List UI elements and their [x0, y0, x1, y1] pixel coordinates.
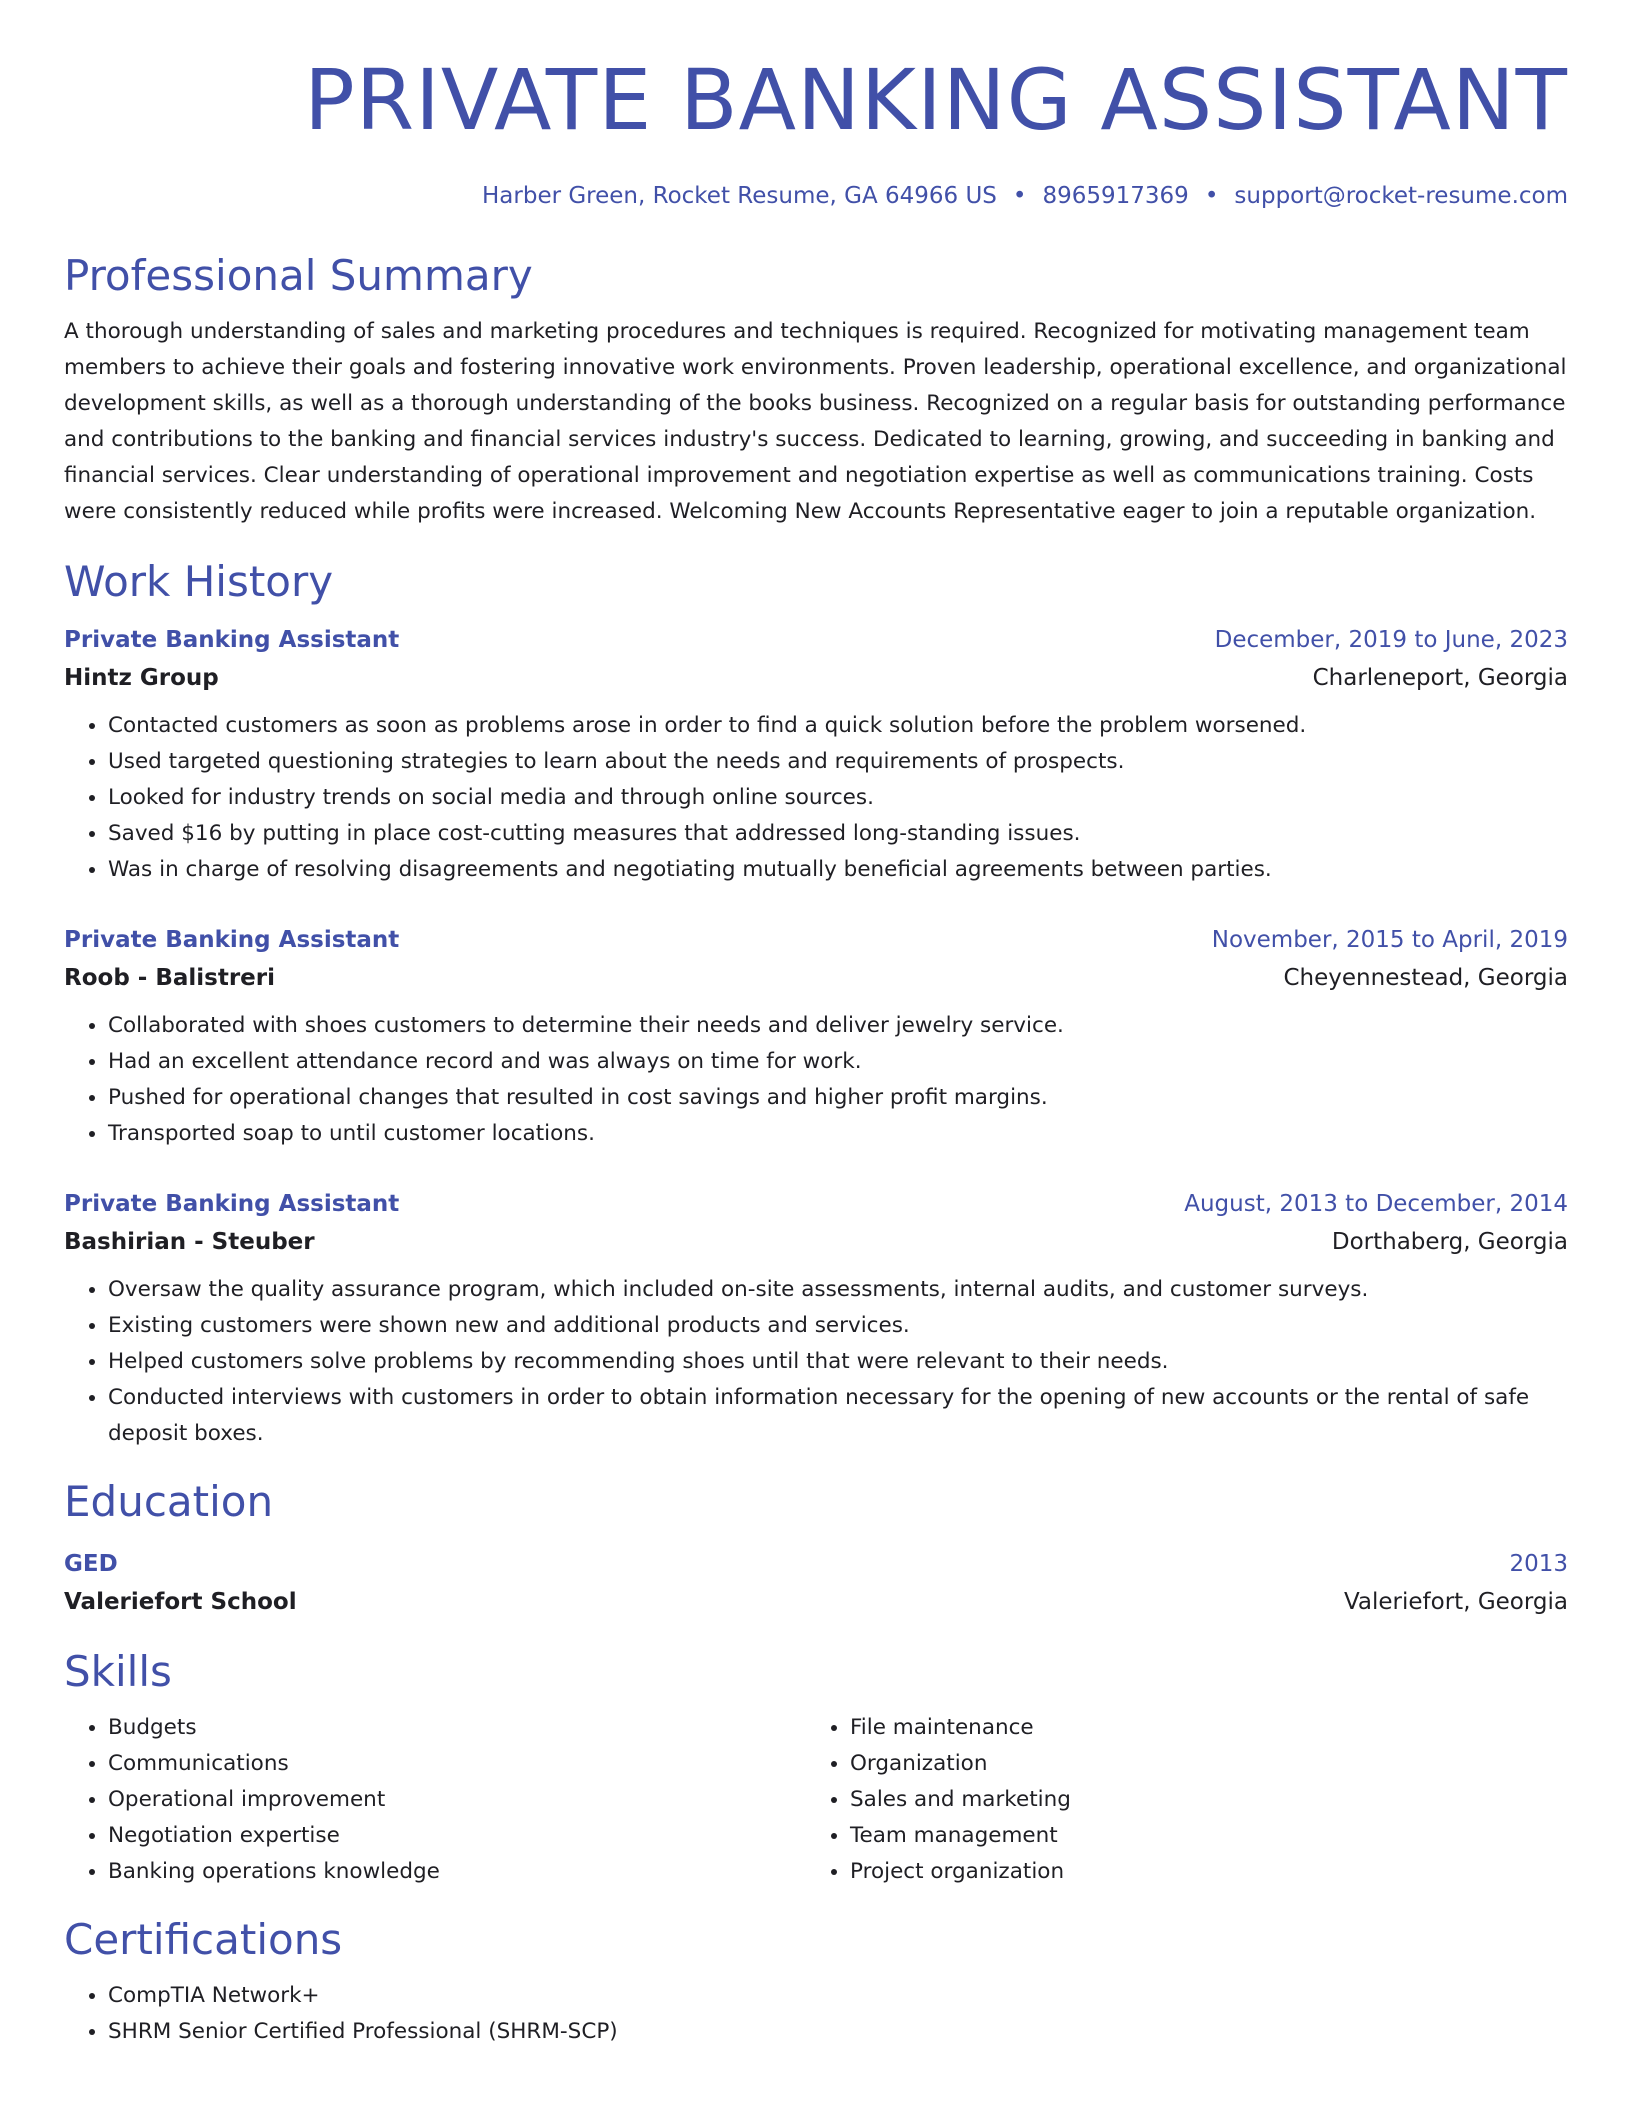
skills-column-right	[806, 1710, 1548, 1890]
job-bullet: • Looked for industry trends on social media and through online sources.	[108, 780, 1568, 816]
company-name: Hintz Group	[64, 665, 219, 691]
job-title: Private Banking Assistant	[64, 627, 400, 653]
job-entry	[64, 1186, 1568, 1452]
job-entry	[64, 622, 1568, 888]
job-location: Dorthaberg, Georgia	[1331, 1229, 1568, 1255]
job-bullet: • Saved $16 by putting in place cost-cutting measures that addressed long-standing issues.	[108, 816, 1568, 852]
job-bullets	[64, 708, 1568, 888]
skill-item: • Budgets	[108, 1710, 806, 1746]
job-bullet: • Conducted interviews with customers in order to obtain information necessary for the opening of new accounts or the rental of safe deposit boxes.	[108, 1380, 1568, 1452]
skill-item: • Sales and marketing	[850, 1782, 1548, 1818]
school-location: Valeriefort, Georgia	[1343, 1589, 1568, 1615]
contact-phone[interactable]: 8965917369	[1042, 183, 1189, 209]
job-bullet: • Collaborated with shoes customers to determine their needs and deliver jewelry service.	[108, 1008, 1568, 1044]
skills-grid	[64, 1710, 1568, 1890]
certifications-list	[64, 1978, 1568, 2050]
job-title: Private Banking Assistant	[64, 1191, 400, 1217]
company-name: Roob - Balistreri	[64, 965, 276, 991]
job-dates: November, 2015 to April, 2019	[1211, 927, 1568, 953]
job-location: Cheyennestead, Georgia	[1283, 965, 1568, 991]
graduation-year: 2013	[1509, 1551, 1568, 1577]
job-bullet: • Helped customers solve problems by recommending shoes until that were relevant to their needs.	[108, 1344, 1568, 1380]
school-name: Valeriefort School	[64, 1589, 297, 1615]
job-bullet: • Existing customers were shown new and additional products and services.	[108, 1308, 1568, 1344]
skill-item: • File maintenance	[850, 1710, 1548, 1746]
contact-email[interactable]: support@rocket-resume.com	[1234, 183, 1568, 209]
contact-separator: •	[1204, 183, 1219, 209]
section-title-education: Education	[64, 1477, 274, 1526]
skill-item: • Negotiation expertise	[108, 1818, 806, 1854]
contact-address: Harber Green, Rocket Resume, GA 64966 US	[482, 183, 997, 209]
job-bullet: • Pushed for operational changes that resulted in cost savings and higher profit margins.	[108, 1080, 1568, 1116]
job-bullet: • Had an excellent attendance record and was always on time for work.	[108, 1044, 1568, 1080]
job-location: Charleneport, Georgia	[1312, 665, 1568, 691]
section-title-skills: Skills	[64, 1647, 172, 1696]
degree: GED	[64, 1551, 118, 1577]
job-entry	[64, 922, 1568, 1152]
job-bullets	[64, 1272, 1568, 1452]
company-name: Bashirian - Steuber	[64, 1229, 315, 1255]
skills-column-left	[64, 1710, 806, 1890]
education-entry	[64, 1546, 1568, 1622]
section-title-work-history: Work History	[64, 557, 334, 606]
job-bullet: • Contacted customers as soon as problems arose in order to find a quick solution before the problem worsened.	[108, 708, 1568, 744]
skill-item: • Operational improvement	[108, 1782, 806, 1818]
certification-item: • SHRM Senior Certified Professional (SHRM-SCP)	[108, 2014, 1568, 2050]
section-title-summary: Professional Summary	[64, 251, 533, 300]
skill-item: • Communications	[108, 1746, 806, 1782]
job-bullet: • Used targeted questioning strategies to learn about the needs and requirements of prospects.	[108, 744, 1568, 780]
skill-item: • Team management	[850, 1818, 1548, 1854]
job-bullet: • Was in charge of resolving disagreements and negotiating mutually beneficial agreements between parties.	[108, 852, 1568, 888]
skill-item: • Banking operations knowledge	[108, 1854, 806, 1890]
job-bullet: • Transported soap to until customer locations.	[108, 1116, 1568, 1152]
certification-item: • CompTIA Network+	[108, 1978, 1568, 2014]
contact-separator: •	[1012, 183, 1027, 209]
contact-line	[64, 180, 1568, 212]
skill-item: • Organization	[850, 1746, 1548, 1782]
skill-item: • Project organization	[850, 1854, 1548, 1890]
summary-text: A thorough understanding of sales and marketing procedures and techniques is required. Recognized for motivating management team members to achieve their goals and fostering innovative work environments. Proven leadership, operational excellence, and organizational development skills, as well as a thorough understanding of the books business. Recognized on a regular basis for outstanding performance and contributions to the banking and financial services industry's success. Dedicated to learning, growing, and succeeding in banking and financial services. Clear understanding of operational improvement and negotiation expertise as well as communications training. Costs were consistently reduced while profits were increased. Welcoming New Accounts Representative eager to join a reputable organization.	[64, 319, 1567, 524]
job-title: Private Banking Assistant	[64, 927, 400, 953]
resume-title: PRIVATE BANKING ASSISTANT	[304, 51, 1568, 149]
job-bullet: • Oversaw the quality assurance program, which included on-site assessments, internal audits, and customer surveys.	[108, 1272, 1568, 1308]
job-dates: August, 2013 to December, 2014	[1184, 1191, 1568, 1217]
job-dates: December, 2019 to June, 2023	[1214, 627, 1568, 653]
job-bullets	[64, 1008, 1568, 1152]
section-title-certifications: Certifications	[64, 1915, 343, 1964]
